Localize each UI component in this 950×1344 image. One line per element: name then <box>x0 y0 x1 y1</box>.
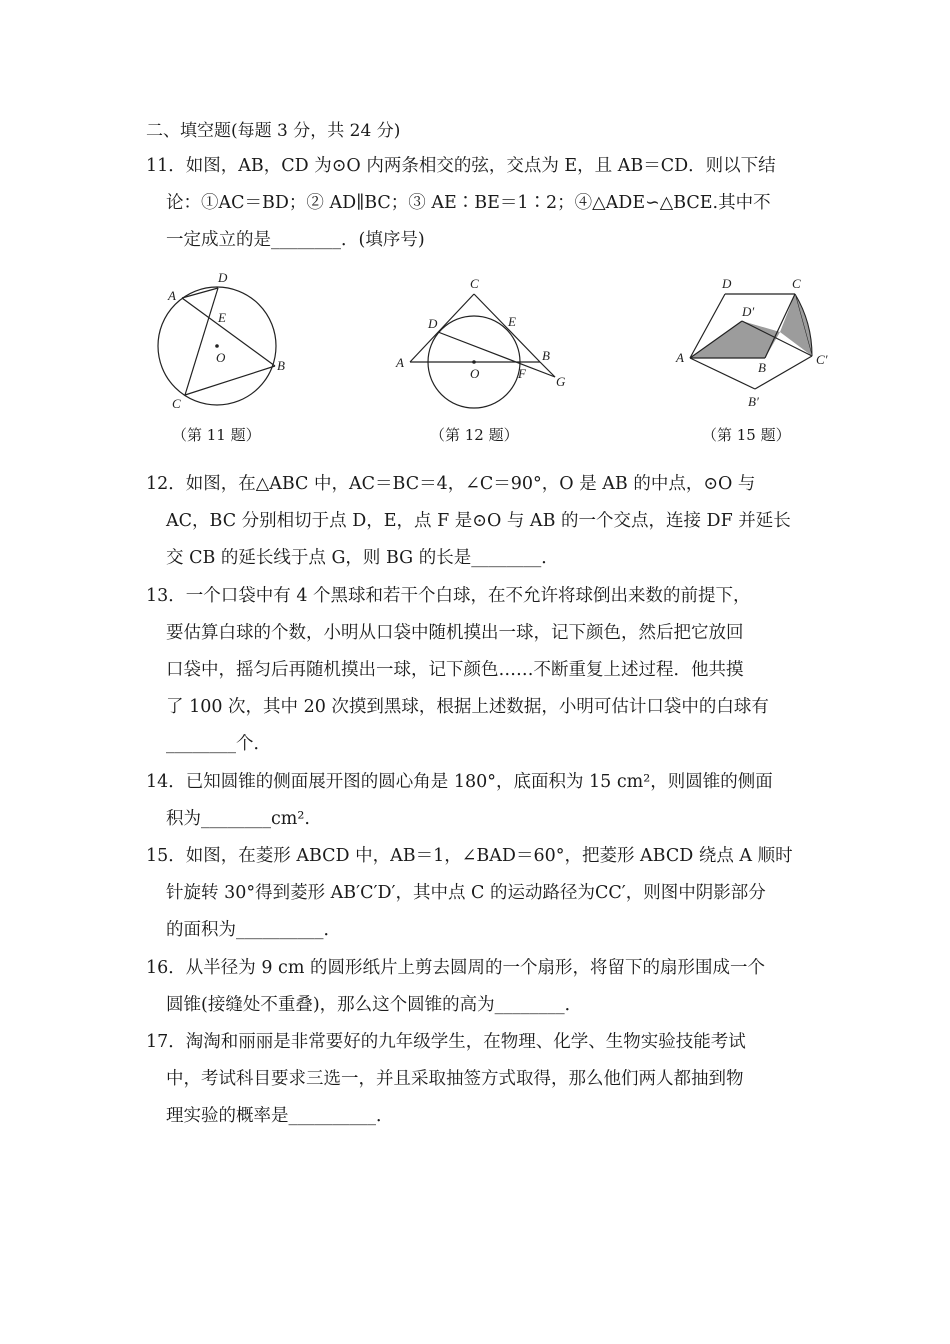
question-13-line-1: 13．一个口袋中有 4 个黑球和若干个白球，在不允许将球倒出来数的前提下， <box>146 586 751 606</box>
label-E: E <box>218 310 226 325</box>
figure-12-caption: （第 12 题） <box>430 426 519 444</box>
label-O: O <box>470 366 480 381</box>
figure-11-diagram <box>150 262 300 422</box>
question-17-line-2: 中，考试科目要求三选一，并且采取抽签方式取得，那么他们两人都抽到物 <box>166 1069 744 1089</box>
figure-15-diagram <box>670 272 840 417</box>
question-11-line-1: 11．如图，AB，CD 为⊙O 内两条相交的弦，交点为 E，且 AB＝CD．则以下结 <box>146 156 776 176</box>
question-16 <box>146 950 811 1024</box>
question-13 <box>146 578 811 763</box>
section-title: 二、填空题(每题 3 分，共 24 分) <box>146 121 401 141</box>
question-16-line-1: 16．从半径为 9 cm 的圆形纸片上剪去圆周的一个扇形，将留下的扇形围成一个 <box>146 958 765 978</box>
question-13-line-5: ________个． <box>166 734 271 754</box>
label-C: C <box>792 276 801 291</box>
question-11-line-2: 论：①AC＝BD；② AD∥BC；③ AE∶BE＝1∶2；④△ADE∽△BCE.其中不 <box>166 193 771 213</box>
label-C-prime: C′ <box>816 352 828 367</box>
label-F: F <box>518 366 526 381</box>
question-12-line-3: 交 CB 的延长线于点 G，则 BG 的长是________． <box>166 548 559 568</box>
question-12 <box>146 466 811 577</box>
label-B: B <box>542 348 550 363</box>
figure-12-diagram <box>390 272 575 417</box>
label-E: E <box>508 314 516 329</box>
label-C: C <box>470 276 479 291</box>
question-16-line-2: 圆锥(接缝处不重叠)，那么这个圆锥的高为________． <box>166 995 583 1015</box>
figure-11-caption: （第 11 题） <box>172 426 261 444</box>
question-17-line-3: 理实验的概率是__________． <box>166 1106 394 1126</box>
label-A: A <box>168 288 176 303</box>
label-B: B <box>277 358 285 373</box>
question-12-line-1: 12．如图，在△ABC 中，AC＝BC＝4，∠C＝90°，O 是 AB 的中点，⊙O 与 <box>146 474 756 494</box>
question-15 <box>146 838 811 949</box>
label-D: D <box>218 270 228 285</box>
label-O: O <box>216 350 226 365</box>
question-17 <box>146 1024 811 1135</box>
question-14 <box>146 764 811 838</box>
question-17-line-1: 17．淘淘和丽丽是非常要好的九年级学生，在物理、化学、生物实验技能考试 <box>146 1032 746 1052</box>
question-13-line-4: 了 100 次，其中 20 次摸到黑球，根据上述数据，小明可估计口袋中的白球有 <box>166 697 769 717</box>
question-11-line-3: 一定成立的是________．(填序号) <box>166 230 425 250</box>
question-14-line-1: 14．已知圆锥的侧面展开图的圆心角是 180°，底面积为 15 cm²，则圆锥的侧面 <box>146 772 773 792</box>
figure-12 <box>390 272 575 417</box>
question-13-line-2: 要估算白球的个数，小明从口袋中随机摸出一球，记下颜色，然后把它放回 <box>166 623 744 643</box>
figure-11 <box>150 262 300 422</box>
question-15-line-3: 的面积为__________． <box>166 920 341 940</box>
question-13-line-3: 口袋中，摇匀后再随机摸出一球，记下颜色……不断重复上述过程．他共摸 <box>166 660 744 680</box>
question-12-line-2: AC，BC 分别相切于点 D，E，点 F 是⊙O 与 AB 的一个交点，连接 DF 并延长 <box>166 511 791 531</box>
label-G: G <box>556 374 566 389</box>
question-14-line-2: 积为________cm². <box>166 809 310 829</box>
label-B-prime: B′ <box>748 394 759 409</box>
question-15-line-1: 15．如图，在菱形 ABCD 中，AB＝1，∠BAD＝60°，把菱形 ABCD 绕点 A 顺时 <box>146 846 793 866</box>
label-C: C <box>172 396 181 411</box>
question-15-line-2: 针旋转 30°得到菱形 AB′C′D′，其中点 C 的运动路径为CC′，则图中阴影部分 <box>166 883 766 903</box>
label-D: D <box>428 316 438 331</box>
question-11 <box>146 148 811 259</box>
label-A: A <box>676 350 684 365</box>
label-A: A <box>396 355 404 370</box>
label-D-prime: D′ <box>742 304 755 319</box>
figure-15 <box>670 272 840 417</box>
figure-15-caption: （第 15 题） <box>702 426 791 444</box>
label-B: B <box>758 360 766 375</box>
label-D: D <box>722 276 732 291</box>
